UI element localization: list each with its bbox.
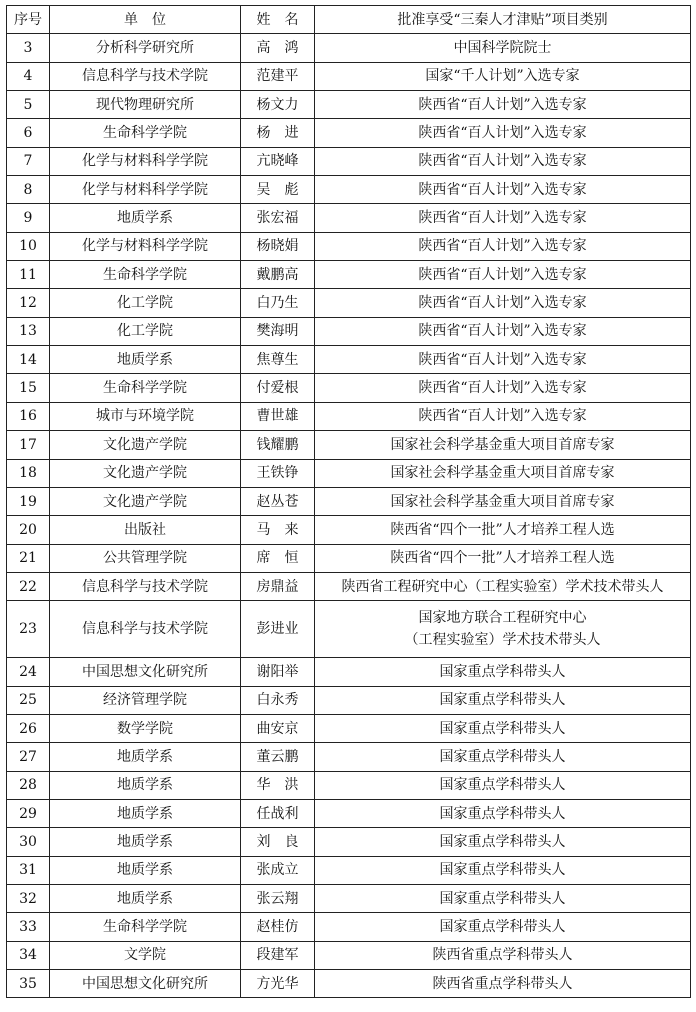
cell-unit: 化学与材料科学学院 xyxy=(50,232,241,260)
cell-category: 国家重点学科带头人 xyxy=(315,856,691,884)
cell-category: 国家重点学科带头人 xyxy=(315,658,691,686)
cell-category: 陕西省“百人计划”入选专家 xyxy=(315,232,691,260)
cell-name: 谢阳举 xyxy=(241,658,315,686)
cell-category: 陕西省重点学科带头人 xyxy=(315,941,691,969)
table-row xyxy=(7,516,691,544)
cell-unit: 城市与环境学院 xyxy=(50,402,241,430)
cell-unit: 化工学院 xyxy=(50,317,241,345)
cell-serial: 7 xyxy=(7,147,50,175)
cell-serial: 8 xyxy=(7,176,50,204)
cell-serial: 25 xyxy=(7,686,50,714)
cell-name: 王铁铮 xyxy=(241,459,315,487)
cell-category: 陕西省“百人计划”入选专家 xyxy=(315,147,691,175)
table-row xyxy=(7,941,691,969)
cell-name: 杨晓娟 xyxy=(241,232,315,260)
table-row xyxy=(7,856,691,884)
cell-unit: 化学与材料科学学院 xyxy=(50,147,241,175)
cell-unit: 地质学系 xyxy=(50,799,241,827)
cell-name: 吴 彪 xyxy=(241,176,315,204)
cell-category: 国家社会科学基金重大项目首席专家 xyxy=(315,431,691,459)
table-row xyxy=(7,714,691,742)
table-row xyxy=(7,913,691,941)
cell-serial: 27 xyxy=(7,743,50,771)
cell-category: 陕西省“百人计划”入选专家 xyxy=(315,261,691,289)
cell-unit: 地质学系 xyxy=(50,856,241,884)
cell-category-line: 国家地方联合工程研究中心 xyxy=(418,610,587,627)
table-row xyxy=(7,970,691,998)
cell-serial: 6 xyxy=(7,119,50,147)
table-row xyxy=(7,459,691,487)
cell-name: 焦尊生 xyxy=(241,346,315,374)
cell-serial: 15 xyxy=(7,374,50,402)
header-category: 批准享受“三秦人才津贴”项目类别 xyxy=(315,6,691,34)
cell-name: 付爱根 xyxy=(241,374,315,402)
cell-category: 国家“千人计划”入选专家 xyxy=(315,62,691,90)
cell-name: 曹世雄 xyxy=(241,402,315,430)
cell-unit: 经济管理学院 xyxy=(50,686,241,714)
table-row xyxy=(7,62,691,90)
table-row xyxy=(7,743,691,771)
table-row xyxy=(7,91,691,119)
cell-name: 亢晓峰 xyxy=(241,147,315,175)
cell-category: 国家重点学科带头人 xyxy=(315,714,691,742)
document-page xyxy=(6,5,691,998)
cell-unit: 公共管理学院 xyxy=(50,544,241,572)
cell-category: 陕西省工程研究中心（工程实验室）学术技术带头人 xyxy=(315,572,691,600)
cell-name: 张宏福 xyxy=(241,204,315,232)
cell-category: 中国科学院院士 xyxy=(315,34,691,62)
cell-serial: 16 xyxy=(7,402,50,430)
table-row xyxy=(7,771,691,799)
cell-name: 张成立 xyxy=(241,856,315,884)
cell-category: 陕西省“百人计划”入选专家 xyxy=(315,402,691,430)
cell-unit: 地质学系 xyxy=(50,828,241,856)
cell-name: 白永秀 xyxy=(241,686,315,714)
cell-name: 马 来 xyxy=(241,516,315,544)
cell-serial: 5 xyxy=(7,91,50,119)
cell-name: 房鼎益 xyxy=(241,572,315,600)
cell-name: 刘 良 xyxy=(241,828,315,856)
cell-serial: 30 xyxy=(7,828,50,856)
talent-allowance-table xyxy=(6,5,691,998)
cell-serial: 14 xyxy=(7,346,50,374)
cell-unit: 中国思想文化研究所 xyxy=(50,970,241,998)
cell-serial: 12 xyxy=(7,289,50,317)
table-row xyxy=(7,487,691,515)
cell-name: 赵丛苍 xyxy=(241,487,315,515)
cell-category: 陕西省“百人计划”入选专家 xyxy=(315,119,691,147)
cell-unit: 信息科学与技术学院 xyxy=(50,572,241,600)
table-row xyxy=(7,34,691,62)
table-row xyxy=(7,884,691,912)
cell-serial: 35 xyxy=(7,970,50,998)
cell-serial: 20 xyxy=(7,516,50,544)
cell-name: 席 恒 xyxy=(241,544,315,572)
cell-unit: 生命科学学院 xyxy=(50,261,241,289)
cell-category: 陕西省“百人计划”入选专家 xyxy=(315,204,691,232)
cell-category: 陕西省“四个一批”人才培养工程人选 xyxy=(315,544,691,572)
cell-category: 国家重点学科带头人 xyxy=(315,771,691,799)
cell-name: 樊海明 xyxy=(241,317,315,345)
cell-serial: 34 xyxy=(7,941,50,969)
header-name: 姓 名 xyxy=(241,6,315,34)
cell-unit: 化工学院 xyxy=(50,289,241,317)
cell-name: 方光华 xyxy=(241,970,315,998)
cell-unit: 中国思想文化研究所 xyxy=(50,658,241,686)
cell-serial: 13 xyxy=(7,317,50,345)
table-header-row xyxy=(7,6,691,34)
cell-name: 杨 进 xyxy=(241,119,315,147)
cell-name: 白乃生 xyxy=(241,289,315,317)
cell-unit: 地质学系 xyxy=(50,346,241,374)
cell-name: 段建军 xyxy=(241,941,315,969)
cell-unit: 信息科学与技术学院 xyxy=(50,601,241,658)
cell-unit: 分析科学研究所 xyxy=(50,34,241,62)
cell-unit: 文化遗产学院 xyxy=(50,459,241,487)
cell-category: 国家重点学科带头人 xyxy=(315,828,691,856)
cell-serial: 19 xyxy=(7,487,50,515)
table-row xyxy=(7,147,691,175)
cell-serial: 32 xyxy=(7,884,50,912)
cell-unit: 出版社 xyxy=(50,516,241,544)
cell-category xyxy=(315,601,691,658)
cell-unit: 生命科学学院 xyxy=(50,913,241,941)
cell-unit: 文化遗产学院 xyxy=(50,431,241,459)
table-row xyxy=(7,374,691,402)
cell-serial: 33 xyxy=(7,913,50,941)
cell-serial: 11 xyxy=(7,261,50,289)
cell-unit: 地质学系 xyxy=(50,884,241,912)
cell-name: 彭进业 xyxy=(241,601,315,658)
cell-name: 范建平 xyxy=(241,62,315,90)
cell-name: 杨文力 xyxy=(241,91,315,119)
table-row xyxy=(7,176,691,204)
cell-unit: 文化遗产学院 xyxy=(50,487,241,515)
table-row xyxy=(7,346,691,374)
cell-category: 陕西省“百人计划”入选专家 xyxy=(315,374,691,402)
table-row xyxy=(7,658,691,686)
cell-category: 国家重点学科带头人 xyxy=(315,686,691,714)
cell-category: 国家重点学科带头人 xyxy=(315,799,691,827)
cell-serial: 3 xyxy=(7,34,50,62)
table-row xyxy=(7,828,691,856)
cell-category: 陕西省“百人计划”入选专家 xyxy=(315,176,691,204)
cell-serial: 9 xyxy=(7,204,50,232)
cell-category: 陕西省“百人计划”入选专家 xyxy=(315,346,691,374)
table-row xyxy=(7,686,691,714)
cell-category: 国家重点学科带头人 xyxy=(315,743,691,771)
table-row xyxy=(7,799,691,827)
table-row xyxy=(7,544,691,572)
cell-serial: 17 xyxy=(7,431,50,459)
cell-category-line: （工程实验室）学术技术带头人 xyxy=(404,632,601,649)
cell-unit: 地质学系 xyxy=(50,743,241,771)
table-row xyxy=(7,204,691,232)
cell-category: 陕西省“百人计划”入选专家 xyxy=(315,91,691,119)
cell-category: 陕西省“四个一批”人才培养工程人选 xyxy=(315,516,691,544)
cell-name: 赵桂仿 xyxy=(241,913,315,941)
cell-category: 国家重点学科带头人 xyxy=(315,913,691,941)
cell-unit: 数学学院 xyxy=(50,714,241,742)
cell-serial: 23 xyxy=(7,601,50,658)
cell-serial: 24 xyxy=(7,658,50,686)
cell-serial: 31 xyxy=(7,856,50,884)
cell-unit: 现代物理研究所 xyxy=(50,91,241,119)
cell-unit: 生命科学学院 xyxy=(50,119,241,147)
cell-serial: 28 xyxy=(7,771,50,799)
cell-name: 董云鹏 xyxy=(241,743,315,771)
table-row xyxy=(7,572,691,600)
cell-name: 戴鹏高 xyxy=(241,261,315,289)
cell-unit: 信息科学与技术学院 xyxy=(50,62,241,90)
cell-unit: 地质学系 xyxy=(50,204,241,232)
table-body xyxy=(7,34,691,998)
cell-category: 陕西省“百人计划”入选专家 xyxy=(315,317,691,345)
cell-serial: 22 xyxy=(7,572,50,600)
cell-category: 国家重点学科带头人 xyxy=(315,884,691,912)
cell-unit: 地质学系 xyxy=(50,771,241,799)
header-unit: 单 位 xyxy=(50,6,241,34)
table-row xyxy=(7,232,691,260)
cell-name: 张云翔 xyxy=(241,884,315,912)
cell-unit: 文学院 xyxy=(50,941,241,969)
cell-serial: 4 xyxy=(7,62,50,90)
cell-category: 国家社会科学基金重大项目首席专家 xyxy=(315,487,691,515)
cell-serial: 29 xyxy=(7,799,50,827)
cell-name: 任战利 xyxy=(241,799,315,827)
cell-category: 陕西省“百人计划”入选专家 xyxy=(315,289,691,317)
cell-serial: 18 xyxy=(7,459,50,487)
cell-serial: 10 xyxy=(7,232,50,260)
table-row xyxy=(7,601,691,658)
cell-category: 国家社会科学基金重大项目首席专家 xyxy=(315,459,691,487)
table-row xyxy=(7,119,691,147)
cell-name: 曲安京 xyxy=(241,714,315,742)
cell-serial: 21 xyxy=(7,544,50,572)
table-row xyxy=(7,317,691,345)
table-row xyxy=(7,289,691,317)
cell-name: 高 鸿 xyxy=(241,34,315,62)
table-row xyxy=(7,261,691,289)
cell-name: 华 洪 xyxy=(241,771,315,799)
table-row xyxy=(7,402,691,430)
table-row xyxy=(7,431,691,459)
cell-unit: 化学与材料科学学院 xyxy=(50,176,241,204)
cell-name: 钱耀鹏 xyxy=(241,431,315,459)
cell-unit: 生命科学学院 xyxy=(50,374,241,402)
header-serial: 序号 xyxy=(7,6,50,34)
cell-category: 陕西省重点学科带头人 xyxy=(315,970,691,998)
cell-serial: 26 xyxy=(7,714,50,742)
